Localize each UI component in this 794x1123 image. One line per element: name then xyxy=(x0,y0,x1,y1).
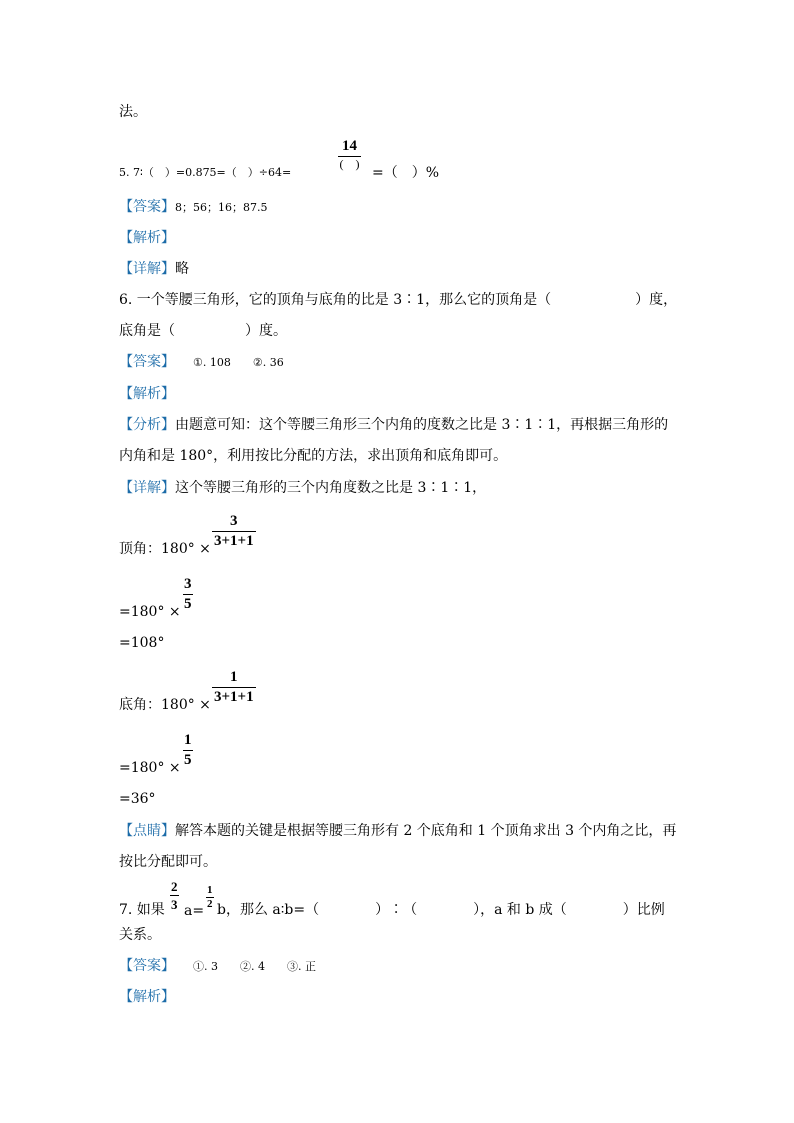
q7-prefix: 7. 如果 xyxy=(119,902,165,918)
q7-fraction-b xyxy=(206,885,214,910)
dianjing-tag: 【点睛】 xyxy=(119,823,175,839)
base-angle-step2: =180° × xyxy=(119,760,181,776)
frac-num: 3 xyxy=(230,513,238,529)
detail-text: 略 xyxy=(175,261,189,277)
q6-stem-line1: 6. 一个等腰三角形，它的顶角与底角的比是 3∶1，那么它的顶角是（ ）度， xyxy=(119,292,678,308)
frac-den: 5 xyxy=(184,752,192,768)
frac-num: 1 xyxy=(184,732,192,748)
q7-mid: a= xyxy=(184,903,205,919)
base-angle-fraction2 xyxy=(183,733,193,768)
q6-dianjing-line1 xyxy=(119,822,676,840)
q6-answer xyxy=(119,353,284,372)
q6-fenxi-line1 xyxy=(119,416,668,434)
frac-den: 3+1+1 xyxy=(214,533,254,549)
answer-text: ①. 108 ②. 36 xyxy=(193,356,284,369)
continued-text: 法。 xyxy=(119,104,147,120)
answer-tag: 【答案】 xyxy=(119,354,175,370)
dianjing-text: 解答本题的关键是根据等腰三角形有 2 个底角和 1 个顶角求出 3 个内角之比，再 xyxy=(175,823,677,839)
answer-tag: 【答案】 xyxy=(119,199,175,215)
base-angle-fraction xyxy=(212,670,256,705)
q6-fenxi-line2: 内角和是 180°，利用按比分配的方法，求出顶角和底角即可。 xyxy=(119,448,508,464)
q5-frac-den: ( ) xyxy=(339,157,360,171)
q5-frac-num: 14 xyxy=(342,138,357,154)
q7-rest: b，那么 a∶b=（ ）∶（ ），a 和 b 成（ ）比例 xyxy=(217,902,665,918)
top-angle-result: =108° xyxy=(119,635,165,651)
frac-den: 2 xyxy=(207,898,213,910)
top-angle-step2: =180° × xyxy=(119,604,181,620)
q7-answer xyxy=(119,957,316,976)
fenxi-tag: 【分析】 xyxy=(119,417,175,433)
frac-den: 5 xyxy=(184,596,192,612)
base-angle-label: 底角：180° × xyxy=(119,697,211,713)
answer-text: 8；56；16；87.5 xyxy=(175,201,268,214)
detail-tag: 【详解】 xyxy=(119,480,175,496)
top-angle-label: 顶角：180° × xyxy=(119,541,211,557)
q6-dianjing-line2: 按比分配即可。 xyxy=(119,854,217,870)
analysis-tag: 【解析】 xyxy=(119,386,175,402)
top-angle-fraction xyxy=(212,514,256,549)
frac-den: 3+1+1 xyxy=(214,689,254,705)
frac-num: 1 xyxy=(207,884,213,896)
frac-num: 1 xyxy=(230,669,238,685)
q5-fraction xyxy=(338,139,361,170)
q5-detail xyxy=(119,260,189,278)
top-angle-fraction2 xyxy=(183,577,193,612)
q6-analysis-tag xyxy=(119,385,175,403)
answer-text: ①. 3 ②. 4 ③. 正 xyxy=(193,960,316,973)
detail-text: 这个等腰三角形的三个内角度数之比是 3∶1∶1， xyxy=(175,480,487,496)
q5-tail: =（ ）% xyxy=(372,165,440,181)
detail-tag: 【详解】 xyxy=(119,261,175,277)
q5-analysis-tag xyxy=(119,229,175,247)
analysis-tag: 【解析】 xyxy=(119,230,175,246)
fenxi-text: 由题意可知：这个等腰三角形三个内角的度数之比是 3∶1∶1，再根据三角形的 xyxy=(175,417,669,433)
frac-num: 2 xyxy=(171,879,178,894)
q5-stem: 5. 7∶（ ）=0.875=（ ）÷64= xyxy=(119,166,292,179)
q6-stem-line2: 底角是（ ）度。 xyxy=(119,323,287,339)
answer-tag: 【答案】 xyxy=(119,958,175,974)
q7-line2: 关系。 xyxy=(119,927,161,943)
q7-analysis-tag xyxy=(119,988,175,1006)
frac-num: 3 xyxy=(184,576,192,592)
q7-fraction-a xyxy=(170,880,179,911)
frac-den: 3 xyxy=(171,897,178,912)
q5-answer xyxy=(119,198,268,217)
q6-detail xyxy=(119,479,486,497)
base-angle-result: =36° xyxy=(119,791,156,807)
analysis-tag: 【解析】 xyxy=(119,989,175,1005)
